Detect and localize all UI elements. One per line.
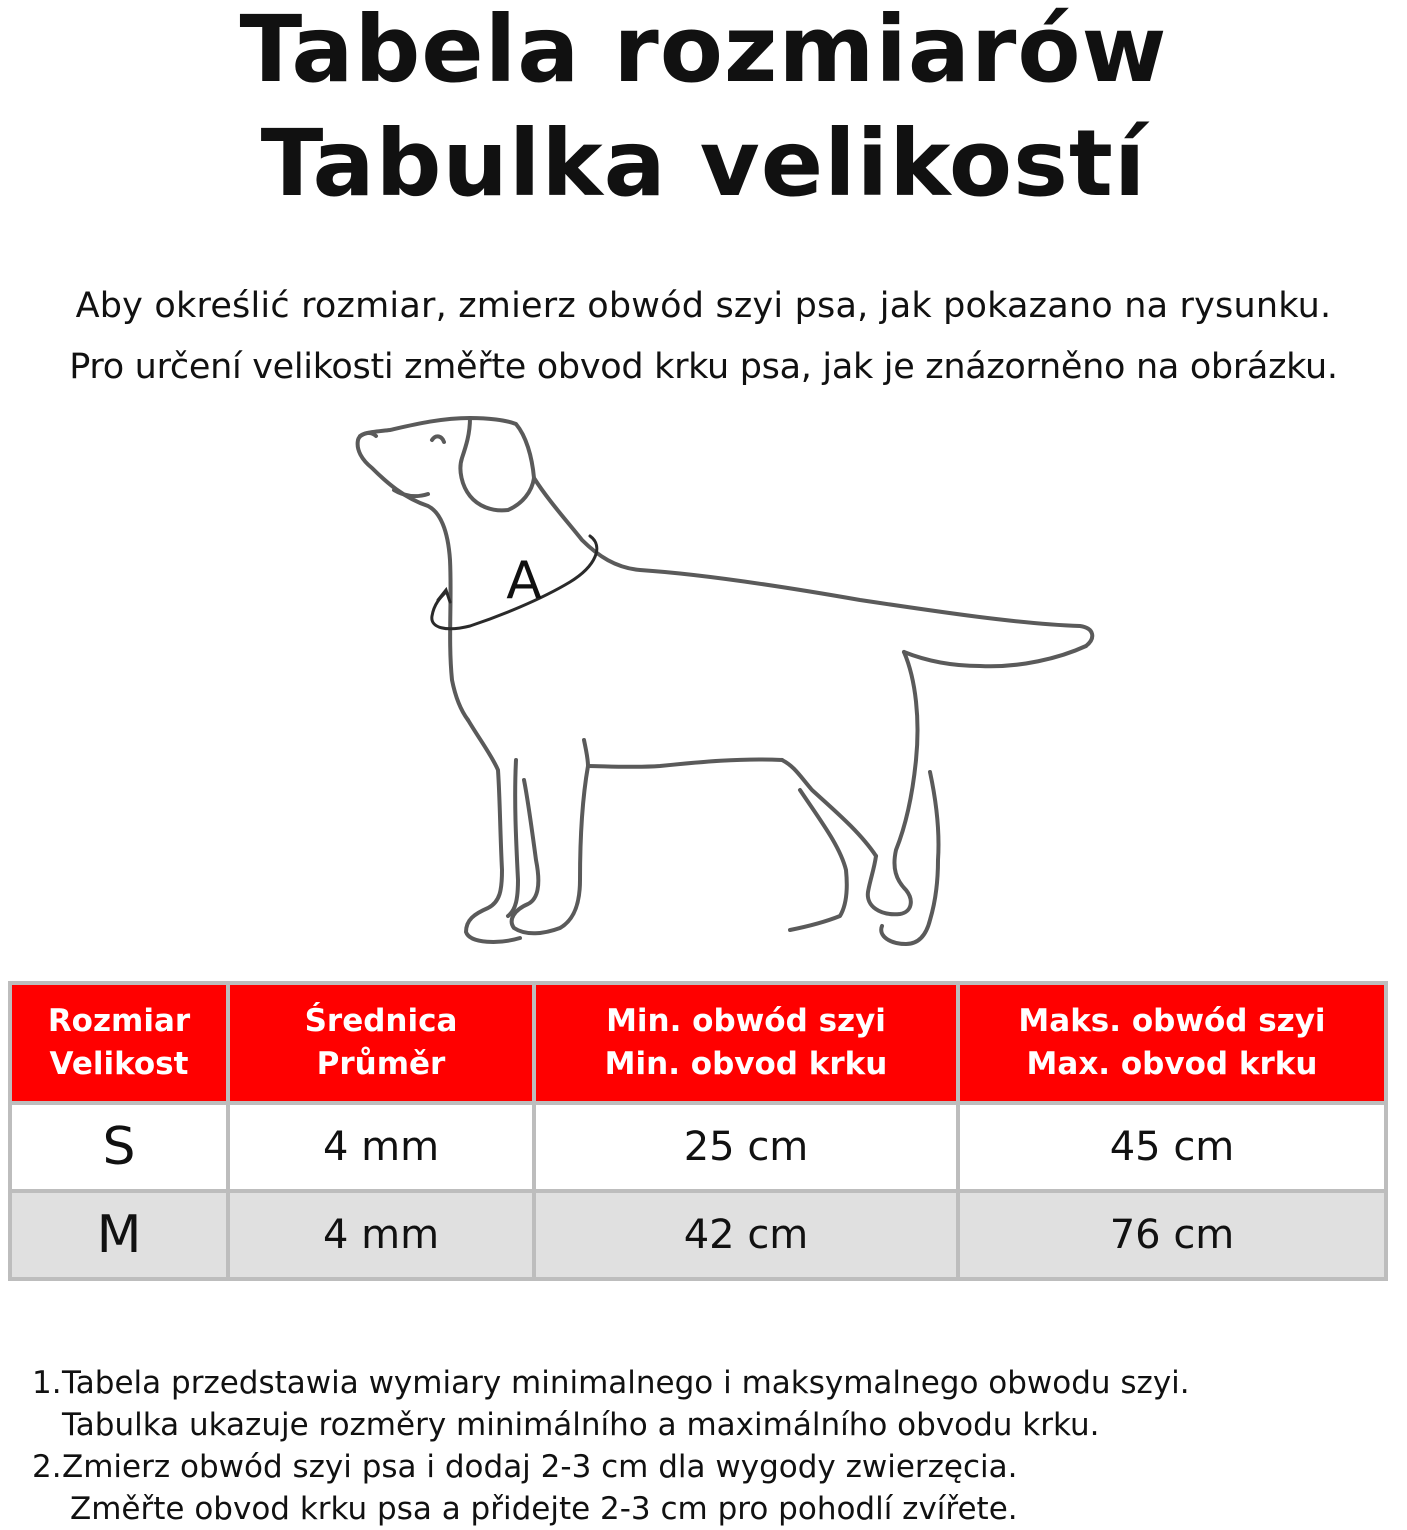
notes-list <box>32 1362 1190 1530</box>
measure-label: A <box>506 551 542 611</box>
page-title-cz: Tabulka velikostí <box>260 110 1147 217</box>
cell-size: S <box>10 1103 228 1191</box>
cell-diameter: 4 mm <box>228 1103 534 1191</box>
cell-min-neck: 25 cm <box>534 1103 958 1191</box>
intro-text-pl: Aby określić rozmiar, zmierz obwód szyi psa, jak pokazano na rysunku. <box>75 286 1332 326</box>
table-row <box>10 1191 1386 1279</box>
header-max-neck: Maks. obwód szyi Max. obvod krku <box>958 983 1386 1103</box>
note-text-cz: Změřte obvod krku psa a přidejte 2-3 cm pro pohodlí zvířete. <box>70 1491 1018 1527</box>
header-size: Rozmiar Velikost <box>10 983 228 1103</box>
cell-max-neck: 76 cm <box>958 1191 1386 1279</box>
note-number: 2. <box>32 1449 62 1485</box>
note-text-pl: Zmierz obwód szyi psa i dodaj 2-3 cm dla wygody zwierzęcia. <box>62 1449 1018 1485</box>
note-text-cz: Tabulka ukazuje rozměry minimálního a maximálního obvodu krku. <box>62 1407 1100 1443</box>
size-table <box>8 981 1388 1281</box>
note-item <box>32 1362 1190 1446</box>
header-min-neck: Min. obwód szyi Min. obvod krku <box>534 983 958 1103</box>
table-row <box>10 1103 1386 1191</box>
cell-diameter: 4 mm <box>228 1191 534 1279</box>
note-number: 1. <box>32 1365 62 1401</box>
table-header-row <box>10 983 1386 1103</box>
dog-outline-icon <box>340 405 1120 965</box>
cell-size: M <box>10 1191 228 1279</box>
cell-min-neck: 42 cm <box>534 1191 958 1279</box>
note-item <box>32 1446 1190 1530</box>
page-title: Tabela rozmiarów <box>239 0 1168 103</box>
note-text-pl: Tabela przedstawia wymiary minimalnego i maksymalnego obwodu szyi. <box>62 1365 1190 1401</box>
cell-max-neck: 45 cm <box>958 1103 1386 1191</box>
header-diameter: Średnica Průměr <box>228 983 534 1103</box>
intro-text-cz: Pro určení velikosti změřte obvod krku psa, jak je znázorněno na obrázku. <box>69 347 1338 387</box>
